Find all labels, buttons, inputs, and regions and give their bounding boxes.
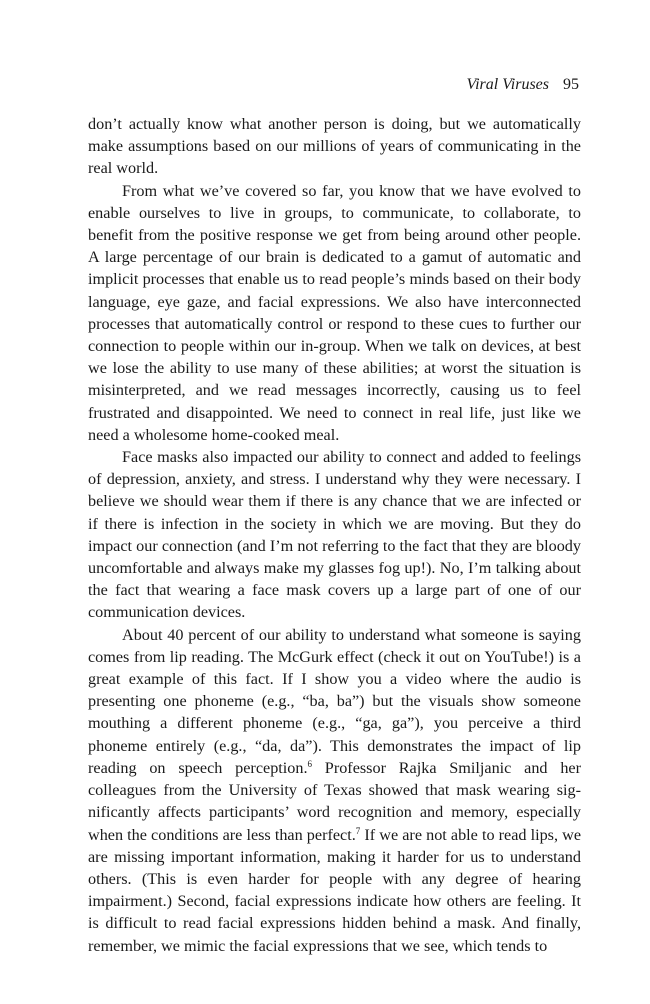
- running-title: Viral Viruses: [466, 76, 549, 93]
- paragraph-text: From what we’ve covered so far, you know that we have evolved to enable ourselves to live in groups, to communicate, to collaborate, to benefit from the positive response we get from being around other people. A large percentage of our brain is dedicated to a gamut of automatic and implicit processes that enable us to read people’s minds based on their body language, eye gaze, and facial expressions. We also have interconnected processes that automatically control or respond to these cues to further our connection to people within our in-group. When we talk on devices, at best we lose the ability to use many of these abilities; at worst the situation is misinterpreted, and we read messages incorrectly, causing us to feel frustrated and disappointed. We need to connect in real life, just like we need a wholesome home-cooked meal.: [88, 181, 581, 444]
- paragraph: [88, 446, 581, 624]
- paragraph-text: If we are not able to read lips, we are missing important information, making it harder for us to understand others. (This is even harder for people with any degree of hearing impairment.) Second, facial expressions indicate how others are feeling. It is difficult to read facial expressions hidden behind a mask. And finally, remember, we mimic the facial expressions that we see, which tends to: [88, 825, 581, 955]
- footnote-marker[interactable]: 6: [307, 758, 313, 769]
- page-number: 95: [563, 76, 579, 93]
- paragraph-text: About 40 percent of our ability to understand what someone is saying comes from lip reading. The McGurk effect (check it out on YouTube!) is a great example of this fact. If I show you a video where the audio is presenting one phoneme (e.g., “ba, ba”) but the visuals show someone mouthing a different phoneme (e.g., “ga, ga”), you perceive a third phoneme entirely (e.g., “da, da”). This demonstrates the impact of lip reading on speech perception.: [88, 625, 581, 777]
- paragraph-text: Professor Rajka Smiljanic and her colleagues from the University of Texas showed that mask wearing significantly affects participants’ word recognition and memory, especially when the conditions are less than perfect.: [88, 758, 581, 844]
- footnote-marker[interactable]: 7: [355, 825, 361, 836]
- paragraph: [88, 624, 581, 957]
- paragraph: [88, 113, 581, 180]
- running-header: [466, 74, 579, 96]
- paragraph-text: don’t actually know what another person is doing, but we automatically make assumptions based on our millions of years of communicating in the real world.: [88, 115, 581, 178]
- paragraph-text: Face masks also impacted our ability to connect and added to feelings of depression, anxiety, and stress. I understand why they were necessary. I believe we should wear them if there is any chance that we are infected or if there is infection in the society in which we are moving. But they do impact our connection (and I’m not referring to the fact that they are bloody uncomfortable and always make my glasses fog up!). No, I’m talking about the fact that wearing a face mask covers up a large part of one of our communication devices.: [88, 448, 581, 622]
- body-text: [88, 113, 581, 957]
- paragraph: [88, 180, 581, 446]
